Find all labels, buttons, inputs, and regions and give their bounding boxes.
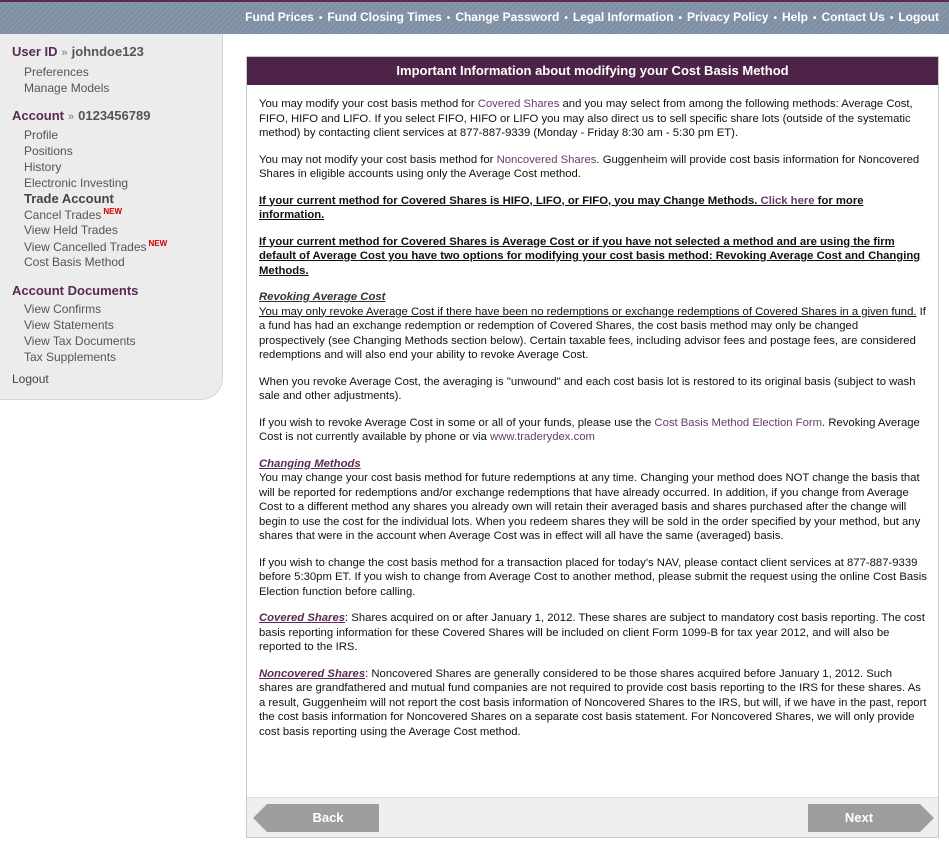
nav-separator: • <box>446 13 451 24</box>
revoking-heading: Revoking Average Cost <box>259 291 386 303</box>
sidebar-item-view-cancelled-trades[interactable] <box>24 239 167 254</box>
sidebar-item-electronic-investing[interactable]: Electronic Investing <box>24 176 129 190</box>
top-nav-links <box>245 10 939 24</box>
text: You may change your cost basis method for future redemptions at any time. Changing your method does NOT change the basis that will be reported for redemptions and/or exchange redemptions that have already occurred. In addition, if you change from Average Cost to a different method any shares you already own will retain their averaged basis and shares purchased after the change will begin to use the cost for the individual lots. When you redeem shares they will be sold in the order specified by your method, but any shares that were in the account when Average Cost was in effect will all have the same (averaged) basis. <box>259 472 921 542</box>
account-value: 0123456789 <box>78 108 151 123</box>
text: You may modify your cost basis method for <box>259 98 478 110</box>
raquo-icon: » <box>68 111 75 123</box>
sidebar-item-history[interactable]: History <box>24 160 62 174</box>
raquo-icon: » <box>61 47 68 59</box>
sidebar-item-positions[interactable]: Positions <box>24 144 73 158</box>
nav-separator: • <box>564 13 568 24</box>
back-button[interactable]: Back <box>267 804 379 832</box>
noncovered-heading[interactable]: Noncovered Shares <box>259 667 366 680</box>
text: : Noncovered Shares are generally considered to be those shares acquired before January 1, 2012. Such shares are grandfathered and mutual fund companies are not required to provide cost basis reporting to the IRS for these shares. As a result, Guggenheim will not report the cost basis information of Noncovered Shares to the IRS, but will, if we have in the past, report the cost basis information for Noncovered Shares on a separate cost basis statement. For Noncovered Shares, we will only provide cost basis reporting using the Average Cost method. <box>259 667 927 738</box>
text: If a fund has had an exchange redemption or redemption of Covered Shares, the cost basis method may only be changed prospectively (see Changing Methods section below). Certain taxable fees, including advisor fees and postage fees, are considered redemptions and will also end your ability to revoke Average Cost. <box>259 305 926 361</box>
sidebar-item-view-confirms[interactable]: View Confirms <box>24 302 102 316</box>
nav-logout[interactable]: Logout <box>898 10 939 24</box>
section-changing-methods <box>259 457 927 544</box>
website-link[interactable]: www.traderydex.com <box>490 431 595 443</box>
section-covered-shares-definition <box>259 611 927 655</box>
panel-footer <box>247 797 938 837</box>
nav-separator: • <box>889 13 894 24</box>
paragraph-change-methods-notice <box>259 194 927 223</box>
paragraph-average-cost-options: If your current method for Covered Shares is Average Cost or if you have not selected a method and are using the firm default of Average Cost you have two options for modifying your cost basis method: Revoking Average Cost and Changing Methods. <box>259 235 921 277</box>
nav-separator: • <box>812 13 817 24</box>
sidebar-item-manage-models[interactable]: Manage Models <box>24 81 110 95</box>
nav-fund-closing-times[interactable]: Fund Closing Times <box>327 10 442 24</box>
user-id-heading <box>12 44 144 59</box>
nav-privacy-policy[interactable]: Privacy Policy <box>687 10 769 24</box>
sidebar <box>0 34 223 400</box>
text: If your current method for Covered Shares is HIFO, LIFO, or FIFO, you may Change Methods. <box>259 194 761 207</box>
new-badge: NEW <box>103 207 123 216</box>
nav-separator: • <box>773 13 777 24</box>
top-nav-bar <box>0 0 949 34</box>
election-form-link[interactable]: Cost Basis Method Election Form <box>654 416 823 429</box>
nav-change-password[interactable]: Change Password <box>455 10 560 24</box>
sidebar-item-view-statements[interactable]: View Statements <box>24 318 114 332</box>
nav-legal-information[interactable]: Legal Information <box>572 10 674 24</box>
text: . Revoking Average Cost is not currently available by phone or via <box>259 416 920 443</box>
nav-separator: • <box>678 13 683 24</box>
account-documents-heading: Account Documents <box>12 283 139 298</box>
noncovered-shares-link[interactable]: Noncovered Shares <box>496 153 597 166</box>
text: for more information. <box>259 194 864 221</box>
sidebar-item-preferences[interactable]: Preferences <box>24 65 89 79</box>
panel-title: Important Information about modifying your Cost Basis Method <box>247 57 938 85</box>
sidebar-item-profile[interactable]: Profile <box>24 128 59 142</box>
sidebar-item-label: Cancel Trades <box>24 208 102 222</box>
paragraph-revoke-form <box>259 416 927 445</box>
sidebar-item-cancel-trades[interactable] <box>24 207 122 222</box>
user-id-label: User ID <box>12 44 58 59</box>
account-heading <box>12 108 150 123</box>
text: You may only revoke Average Cost if there have been no redemptions or exchange redemptions of Covered Shares in a given fund. <box>259 305 917 318</box>
section-revoking-average-cost <box>259 290 927 363</box>
sidebar-item-tax-supplements[interactable]: Tax Supplements <box>24 350 117 364</box>
changing-heading[interactable]: Changing Methods <box>259 457 361 470</box>
nav-fund-prices[interactable]: Fund Prices <box>245 10 314 24</box>
paragraph-todays-nav: If you wish to change the cost basis method for a transaction placed for today's NAV, please contact client services at 877-887-9339 before 5:30pm ET. If you wish to change from Average Cost to another method, please submit the request using the online Cost Basis Election function before calling. <box>259 556 927 598</box>
paragraph-unwound: When you revoke Average Cost, the averaging is "unwound" and each cost basis lot is restored to its original basis (subject to wash sale and other adjustments). <box>259 375 916 402</box>
sidebar-item-cost-basis-method[interactable]: Cost Basis Method <box>24 255 125 269</box>
nav-separator: • <box>318 13 323 24</box>
cost-basis-info-panel <box>246 56 939 838</box>
sidebar-item-trade-account[interactable]: Trade Account <box>24 191 114 206</box>
sidebar-logout[interactable]: Logout <box>12 372 49 386</box>
text: and you may select from among the following methods: Average Cost, FIFO, HIFO and LIFO. If you select FIFO, HIFO or LIFO you may also direct us to sell specific share lots (outside of the systematic method) by contacting client services at 877-887-9339 (Monday - Friday 8:30 am - 5:30 pm ET). <box>259 98 913 139</box>
click-here-link[interactable]: Click here <box>760 194 815 207</box>
paragraph-noncovered-shares <box>259 153 927 182</box>
account-label: Account <box>12 108 64 123</box>
paragraph-covered-shares <box>259 97 927 141</box>
new-badge: NEW <box>148 239 168 248</box>
text: If you wish to revoke Average Cost in some or all of your funds, please use the <box>259 416 655 429</box>
text: . Guggenheim will provide cost basis information for Noncovered Shares in eligible accounts using only the Average Cost method. <box>259 153 920 180</box>
sidebar-item-view-held-trades[interactable]: View Held Trades <box>24 223 118 237</box>
nav-contact-us[interactable]: Contact Us <box>821 10 885 24</box>
nav-help[interactable]: Help <box>781 10 808 24</box>
text: : Shares acquired on or after January 1, 2012. These shares are subject to mandatory cost basis reporting. The cost basis reporting information for these Covered Shares will be included on client Form 1099-B for tax year 2012, and will also be reported to the IRS. <box>259 612 925 653</box>
sidebar-item-label: View Cancelled Trades <box>24 240 147 254</box>
next-button[interactable]: Next <box>808 804 920 832</box>
user-id-value: johndoe123 <box>71 44 144 59</box>
panel-content <box>259 97 927 751</box>
sidebar-item-view-tax-documents[interactable]: View Tax Documents <box>24 334 136 348</box>
covered-shares-link[interactable]: Covered Shares <box>477 98 560 110</box>
text: You may not modify your cost basis method for <box>259 153 497 166</box>
section-noncovered-shares-definition <box>259 667 927 740</box>
covered-heading[interactable]: Covered Shares <box>259 612 346 624</box>
